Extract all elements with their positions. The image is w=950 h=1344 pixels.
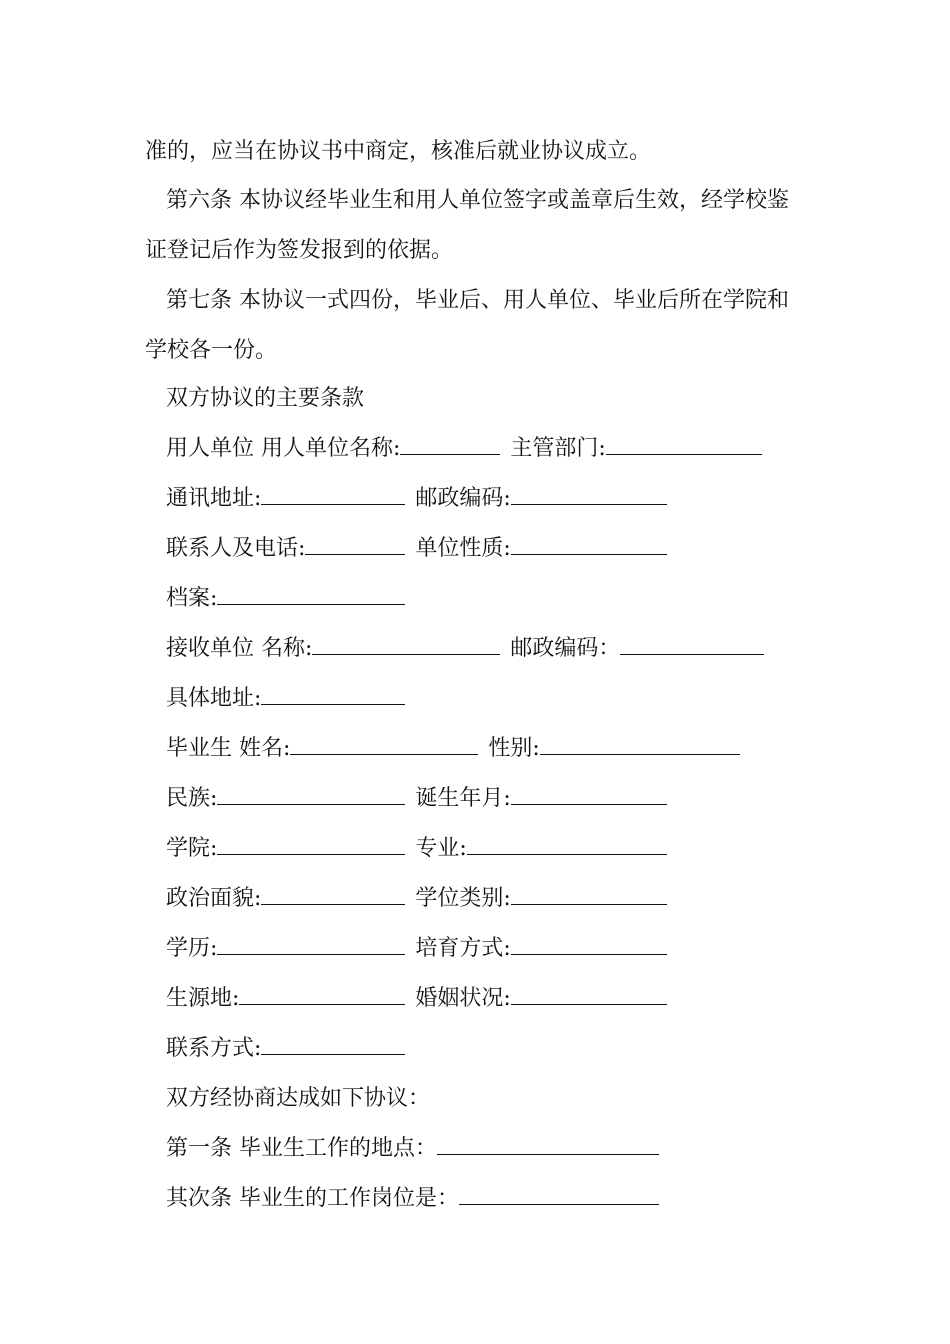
degree-type-field[interactable] (511, 884, 667, 905)
education-label: 学历: (166, 936, 218, 961)
contact-method-label: 联系方式: (166, 1036, 262, 1061)
birth-date-field[interactable] (511, 784, 667, 805)
receiver-name-row (166, 634, 764, 664)
contact-person-label: 联系人及电话: (166, 536, 306, 561)
employer-contact-row (166, 534, 667, 564)
article-six-text-cont: 证登记后作为签发报到的依据。 (145, 238, 454, 263)
contact-row (166, 1034, 405, 1064)
article-seven-line-1 (166, 286, 789, 316)
college-label: 学院: (166, 836, 218, 861)
article-one-row (166, 1134, 659, 1164)
article-six-line-1 (166, 186, 789, 216)
graduate-name-field[interactable] (290, 734, 478, 755)
work-location-field[interactable] (437, 1134, 659, 1155)
archive-field[interactable] (217, 584, 405, 605)
mailing-address-label: 通讯地址: (166, 486, 262, 511)
article-seven-text: 第七条 本协议一式四份，毕业后、用人单位、毕业后所在学院和 (166, 288, 789, 313)
college-row (166, 834, 667, 864)
specific-address-field[interactable] (261, 684, 405, 705)
employer-name-label: 用人单位 用人单位名称: (166, 436, 401, 461)
employer-name-field[interactable] (400, 434, 500, 455)
work-position-field[interactable] (459, 1184, 659, 1205)
origin-field[interactable] (239, 984, 405, 1005)
employer-postcode-field[interactable] (511, 484, 667, 505)
work-position-label: 其次条 毕业生的工作岗位是： (166, 1186, 459, 1211)
contact-method-field[interactable] (261, 1034, 405, 1055)
archive-label: 档案: (166, 586, 218, 611)
employer-name-row (166, 434, 762, 464)
major-label: 专业: (415, 836, 467, 861)
employer-nature-label: 单位性质: (415, 536, 511, 561)
education-field[interactable] (217, 934, 405, 955)
article-seven-line-2 (145, 336, 277, 366)
archive-row (166, 584, 405, 614)
mailing-address-field[interactable] (261, 484, 405, 505)
receiver-address-row (166, 684, 405, 714)
receiver-postcode-label: 邮政编码： (510, 636, 621, 661)
contact-person-field[interactable] (305, 534, 405, 555)
article-seven-text-cont: 学校各一份。 (145, 338, 278, 363)
graduate-name-label: 毕业生 姓名: (166, 736, 291, 761)
receiver-name-label: 接收单位 名称: (166, 636, 313, 661)
employer-postcode-label: 邮政编码: (415, 486, 511, 511)
employer-address-row (166, 484, 667, 514)
specific-address-label: 具体地址: (166, 686, 262, 711)
training-mode-field[interactable] (511, 934, 667, 955)
article-six-line-2 (145, 236, 453, 266)
ethnicity-label: 民族: (166, 786, 218, 811)
origin-row (166, 984, 667, 1014)
marital-status-label: 婚姻状况: (415, 986, 511, 1011)
supervising-dept-field[interactable] (606, 434, 762, 455)
major-field[interactable] (467, 834, 667, 855)
main-terms-heading (166, 384, 364, 414)
degree-type-label: 学位类别: (415, 886, 511, 911)
receiver-postcode-field[interactable] (620, 634, 764, 655)
marital-status-field[interactable] (511, 984, 667, 1005)
college-field[interactable] (217, 834, 405, 855)
political-status-label: 政治面貌: (166, 886, 262, 911)
education-row (166, 934, 667, 964)
article-six-text: 第六条 本协议经毕业生和用人单位签字或盖章后生效，经学校鉴 (166, 188, 789, 213)
gender-field[interactable] (540, 734, 740, 755)
ethnicity-row (166, 784, 667, 814)
main-terms-text: 双方协议的主要条款 (166, 386, 365, 411)
training-mode-label: 培育方式: (415, 936, 511, 961)
agreement-heading (166, 1084, 430, 1114)
receiver-name-field[interactable] (312, 634, 500, 655)
graduate-name-row (166, 734, 740, 764)
work-location-label: 第一条 毕业生工作的地点： (166, 1136, 437, 1161)
paragraph-text: 准的，应当在协议书中商定，核准后就业协议成立。 (145, 139, 652, 164)
political-status-field[interactable] (261, 884, 405, 905)
ethnicity-field[interactable] (217, 784, 405, 805)
birth-date-label: 诞生年月: (415, 786, 511, 811)
article-two-row (166, 1184, 659, 1214)
origin-label: 生源地: (166, 986, 240, 1011)
political-row (166, 884, 667, 914)
paragraph-continuation (145, 137, 651, 167)
supervising-dept-label: 主管部门: (510, 436, 606, 461)
agreement-text: 双方经协商达成如下协议： (166, 1086, 431, 1111)
employer-nature-field[interactable] (511, 534, 667, 555)
gender-label: 性别: (488, 736, 540, 761)
